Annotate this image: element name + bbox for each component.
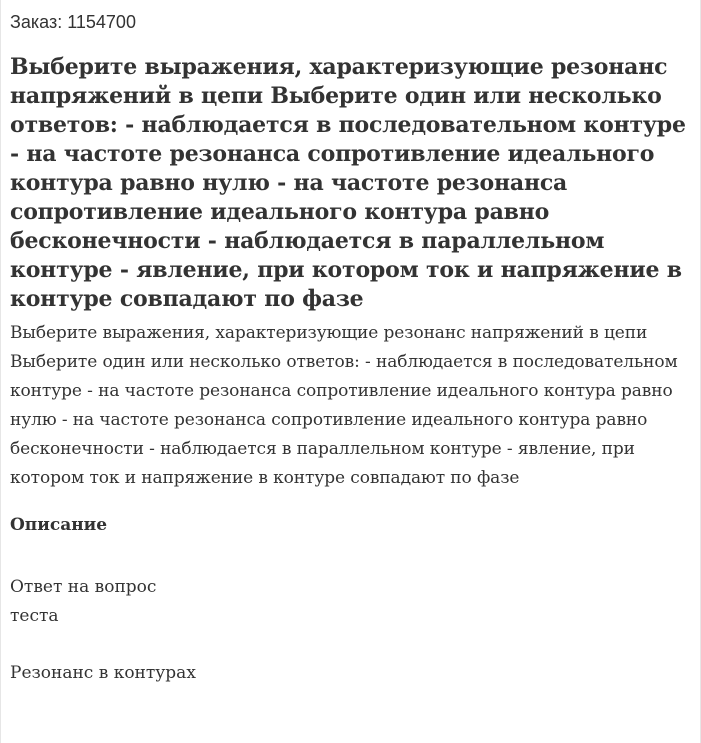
question-text: Выберите выражения, характеризующие резонанс напряжений в цепи Выберите один или несколько ответов: - наблюдается в последовательном контуре - на частоте резонанса сопротивление идеального контура равно нулю - на частоте резонанса сопротивление идеального контура равно бесконечности - наблюдается в параллельном контуре - явление, при котором ток и напряжение в контуре совпадают по фазе xyxy=(10,323,678,488)
description-line: Ответ на вопрос xyxy=(10,577,157,597)
description-text xyxy=(10,573,690,631)
description-heading: Описание xyxy=(10,515,108,535)
question-title: Выберите выражения, характеризующие резонанс напряжений в цепи Выберите один или несколько ответов: - наблюдается в последовательном контуре - на частоте резонанса сопротивление идеального контура равно нулю - на частоте резонанса сопротивление идеального контура равно бесконечности - наблюдается в параллельном контуре - явление, при котором ток и напряжение в контуре совпадают по фазе xyxy=(10,54,686,312)
order-number: Заказ: 1154700 xyxy=(10,12,136,32)
description-topic: Резонанс в контурах xyxy=(10,663,196,683)
description-line: теста xyxy=(10,606,59,626)
